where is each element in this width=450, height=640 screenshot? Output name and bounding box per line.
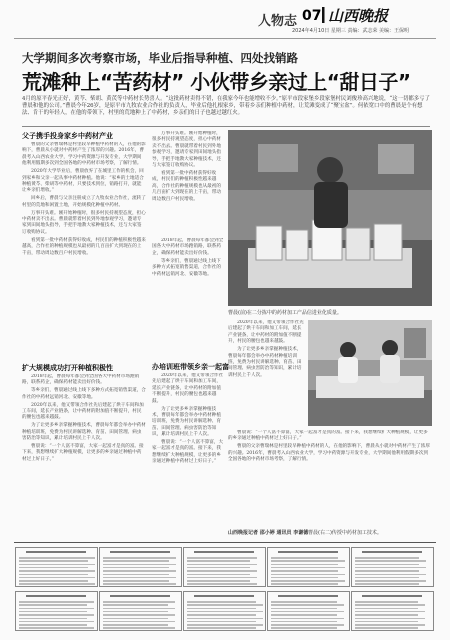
- ad-text-line: [19, 627, 94, 629]
- ad-cell: [351, 591, 434, 631]
- ad-text-line: [355, 577, 419, 579]
- ad-cell: [183, 547, 266, 587]
- ad-text-line: [271, 574, 345, 576]
- ad-text-line: [187, 611, 263, 613]
- photo1-caption: 曹晨(前)在二分拣中的药材加工产品信进业化质量。: [228, 310, 342, 316]
- article-column-4: [228, 430, 432, 528]
- ad-text-line: [103, 618, 168, 620]
- ad-text-line: [187, 604, 263, 606]
- ad-text-line: [19, 577, 95, 579]
- newspaper-logo: [322, 6, 432, 24]
- classified-ads: [14, 542, 436, 635]
- page-number: 07: [302, 8, 322, 24]
- ad-text-line: [355, 564, 419, 566]
- paragraph: 为了让更多乡亲掌握种植技术，曹晨每年都会举办中药材种植培训班，免费为村民讲解选种、育苗、田间管理、病虫害防治等知识，累计培训村民上千人次。: [228, 347, 302, 378]
- ad-text-line: [355, 570, 419, 572]
- subhead-training: 办培训班带领乡亲一起富: [152, 363, 229, 371]
- photo2-caption: 曹晨(右二)传授中药材加工技术。: [308, 530, 382, 536]
- ad-text-line: [187, 608, 256, 610]
- article-column-2b: [152, 238, 224, 358]
- ad-cell: [351, 547, 434, 587]
- ad-title: [194, 595, 254, 597]
- ad-text-line: [271, 618, 344, 620]
- ad-title: [110, 551, 170, 553]
- article-headline: 荒滩种上“苦药材” 小伙带乡亲过上“甜日子”: [22, 70, 411, 94]
- ad-text-line: [19, 611, 87, 613]
- ad-cell: [267, 591, 350, 631]
- ad-text-line: [19, 604, 87, 606]
- article-lead: 4月的原平春光正好，黄芩、柴胡、黄芪等中药材长势喜人。“这批药材卖得不错，在我家今年也能增收不少。”原平市段家堡乡段家堡村民刘俊珍高兴地说，“这一切都多亏了曹晨和他的公司。”曹晨今年26岁，是原平市九牧农业合作社的负责人，毕业后他扎根家乡，带着乡亲们种植中药材，让荒滩变成了“聚宝盆”。何依宽口中的曹晨是个有想法、肯干的年轻人，在他的带领下，村里的荒地种上了中药材，乡亲们的日子也越过越红火。: [22, 96, 430, 117]
- ad-text-line: [19, 574, 88, 576]
- paragraph: 曹晨说：“一个人富不算富，大家一起富才是真的富。接下来，我想继续扩大种植规模，让更多的乡亲通过种植中药材过上好日子。”: [228, 430, 428, 442]
- paragraph: 曹晨的父亲曹瑞林是村里较早种植中药材的人，在他的影响下，曹晨从小就对中药材产生了浓厚的兴趣。2016年，曹晨考入山西农业大学，学习中药资源与开发专业，大学期间他利用假期多次到全国各地的中药材市场考察，了解行情。: [22, 142, 146, 167]
- ad-title: [194, 551, 254, 553]
- ad-text-line: [19, 583, 95, 585]
- ad-title: [26, 595, 86, 597]
- ad-text-line: [271, 614, 337, 616]
- ad-text-line: [355, 618, 425, 620]
- ad-text-line: [187, 614, 256, 616]
- ad-title: [362, 595, 422, 597]
- ad-text-line: [271, 570, 338, 572]
- paragraph: 曹晨说：“一个人富不算富，大家一起富才是真的富。接下来，我想继续扩大种植规模，让更多的乡亲通过种植中药材过上好日子。”: [22, 444, 144, 462]
- ad-text-line: [271, 577, 338, 579]
- ad-text-line: [19, 567, 88, 569]
- ad-text-line: [355, 574, 426, 576]
- paragraph: 2018年起，曹晨每年都会到全国各大中药材市场跑销路，联系药企，确保药材能卖出好价钱。: [22, 374, 140, 386]
- ad-text-line: [187, 560, 250, 562]
- ad-text-line: [271, 557, 338, 559]
- ad-text-line: [103, 614, 175, 616]
- ad-text-line: [187, 624, 263, 626]
- ad-text-line: [19, 614, 94, 616]
- ad-text-line: [187, 618, 263, 620]
- ad-text-line: [19, 580, 88, 582]
- ad-text-line: [103, 627, 175, 629]
- ad-text-line: [19, 618, 87, 620]
- ad-text-line: [103, 604, 168, 606]
- ad-text-line: [103, 580, 169, 582]
- ad-text-line: [103, 624, 168, 626]
- ad-cell: [15, 547, 98, 587]
- ad-text-line: [271, 604, 344, 606]
- paragraph: 2020年大学毕业后，曹晨放弃了在城里工作的机会，回到家乡和父亲一起从事中药材种植。他说：“家乡的土地适合种植黄芩、柴胡等中药材，只要技术到位，销路打开，就能让乡亲们增收。”: [22, 169, 144, 194]
- ad-text-line: [355, 604, 425, 606]
- article-column-2c: [152, 373, 224, 533]
- ad-text-line: [103, 574, 169, 576]
- photo-processing: [308, 320, 432, 426]
- ad-text-line: [355, 567, 426, 569]
- ad-text-line: [103, 564, 176, 566]
- ad-text-line: [187, 570, 257, 572]
- ad-text-line: [355, 557, 419, 559]
- ad-title: [278, 595, 338, 597]
- ad-text-line: [19, 570, 95, 572]
- ad-text-line: [355, 614, 418, 616]
- ad-text-line: [271, 580, 345, 582]
- ad-cell: [99, 547, 182, 587]
- ad-text-line: [355, 601, 418, 603]
- ad-text-line: [187, 557, 257, 559]
- ad-text-line: [187, 621, 256, 623]
- paragraph: 2020年以来，他又带领合作社先后建起了烘干车间和加工车间，延长产业链条，让中药材的附加值不断提升，村民的腰包也越来越鼓。: [152, 373, 224, 404]
- paragraph: 万事开头难。刚开始种植时，很多村民持观望态度，担心中药材卖不出去。曹晨就带着村民到外地参观学习，邀请专家到田间地头指导，手把手地教大家种植技术，还与大家签订收购协议。: [152, 131, 221, 169]
- ad-text-line: [187, 577, 257, 579]
- ad-cell: [99, 591, 182, 631]
- paragraph: 曹晨的父亲曹瑞林是村里较早种植中药材的人，在他的影响下，曹晨从小就对中药材产生了浓厚的兴趣。2016年，曹晨考入山西农业大学，学习中药资源与开发专业，大学期间他利用假期多次到全国各地的中药材市场考察，了解行情。: [228, 444, 430, 463]
- section-title: 人物志: [258, 14, 298, 29]
- ad-text-line: [271, 608, 337, 610]
- ad-text-line: [271, 564, 338, 566]
- paragraph: 2020年以来，他又带领合作社先后建起了烘干车间和加工车间，延长产业链条，让中药材的附加值不断提升，村民的腰包也越来越鼓。: [228, 320, 304, 345]
- ad-text-line: [103, 567, 169, 569]
- ad-text-line: [19, 624, 87, 626]
- ad-text-line: [271, 621, 337, 623]
- ad-text-line: [355, 608, 418, 610]
- paragraph: 万事开头难。刚开始种植时，很多村民持观望态度，担心中药材卖不出去。曹晨就带着村民到外地参观学习，邀请专家到田间地头指导，手把手地教大家种植技术，还与大家签订收购协议。: [22, 210, 146, 235]
- ad-title: [362, 551, 422, 553]
- paragraph: 等乡亲们，曹晨通过线上线下多种方式拓宽销售渠道，合作社的中药材远销河北、安徽等地。: [22, 388, 146, 400]
- ad-text-line: [355, 627, 418, 629]
- ad-text-line: [103, 577, 176, 579]
- ad-text-line: [187, 574, 250, 576]
- ad-text-line: [103, 621, 175, 623]
- ad-text-line: [271, 567, 345, 569]
- paragraph: 等乡亲们，曹晨通过线上线下多种方式拓宽销售渠道，合作社的中药材远销河北、安徽等地。: [152, 258, 221, 277]
- ad-text-line: [187, 627, 256, 629]
- paragraph: 为了让更多乡亲掌握种植技术，曹晨每年都会举办中药材种植培训班，免费为村民讲解选种、育苗、田间管理、病虫害防治等知识，累计培训村民上千人次。: [152, 406, 221, 438]
- ad-text-line: [103, 570, 176, 572]
- issue-info: 2024年4月10日 星期三 责编：武志荣 美编：王保明: [292, 28, 410, 34]
- paragraph: 看到第一批中药材获得好收成，村民们的种植积极性越来越高，合作社的种植规模也从最初的几百亩扩大到现在的上千亩，带动周边数百户村民增收。: [152, 170, 221, 202]
- subhead-father-son: 父子携手投身家乡中药材产业: [22, 132, 113, 140]
- ad-text-line: [355, 560, 426, 562]
- ad-title: [110, 595, 170, 597]
- ad-text-line: [103, 557, 176, 559]
- ad-text-line: [355, 621, 418, 623]
- lead-divider: [22, 126, 430, 127]
- photo-product-display: [228, 130, 432, 306]
- article-kicker: 大学期间多次考察市场，毕业后指导种植、四处找销路: [22, 51, 298, 65]
- ad-title: [26, 551, 86, 553]
- ad-text-line: [271, 624, 344, 626]
- photo2-image: [308, 320, 432, 426]
- ad-text-line: [355, 624, 425, 626]
- paragraph: 为了让更多乡亲掌握种植技术，曹晨每年都会举办中药材种植培训班，免费为村民讲解选种、育苗、田间管理、病虫害防治等知识，累计培训村民上千人次。: [22, 423, 146, 442]
- photo-image: [228, 130, 432, 306]
- ad-cell: [267, 547, 350, 587]
- ad-text-line: [187, 564, 257, 566]
- ad-text-line: [103, 608, 175, 610]
- ad-text-line: [355, 580, 426, 582]
- paragraph: 曹晨说：“一个人富不算富，大家一起富才是真的富。接下来，我想继续扩大种植规模，让更多的乡亲通过种植中药材过上好日子。”: [152, 440, 224, 465]
- ad-text-line: [103, 611, 168, 613]
- paragraph: 2018年起，曹晨每年都会到全国各大中药材市场跑销路，联系药企，确保药材能卖出好价钱。: [152, 238, 224, 256]
- article-column-2: [152, 131, 224, 235]
- ad-text-line: [355, 583, 419, 585]
- ad-text-line: [187, 580, 250, 582]
- ad-text-line: [19, 608, 94, 610]
- ad-text-line: [271, 627, 337, 629]
- ad-text-line: [187, 567, 250, 569]
- ad-text-line: [19, 621, 94, 623]
- ad-text-line: [19, 560, 88, 562]
- ad-text-line: [103, 560, 169, 562]
- ad-text-line: [187, 601, 256, 603]
- paragraph: 回乡后，曹晨与父亲注册成立了九牧农业合作社，流转了村里的荒地和闲置土地，开始规模化种植中药材。: [22, 196, 146, 208]
- ad-text-line: [19, 601, 94, 603]
- subhead-expand-scale: 扩大规模成功打开种植积极性: [22, 364, 113, 372]
- ad-text-line: [103, 601, 175, 603]
- ad-title: [278, 551, 338, 553]
- article-column-3: [228, 320, 304, 426]
- ad-text-line: [271, 611, 344, 613]
- ad-cell: [183, 591, 266, 631]
- article-column-1: [22, 142, 146, 360]
- ad-text-line: [271, 583, 338, 585]
- article-byline: 山西晚报记者 邵小婷 通讯员 李谦德: [228, 530, 309, 536]
- ad-text-line: [187, 583, 257, 585]
- ad-text-line: [271, 601, 337, 603]
- ad-text-line: [271, 560, 345, 562]
- ad-text-line: [355, 611, 425, 613]
- ad-text-line: [19, 564, 95, 566]
- ad-cell: [15, 591, 98, 631]
- paragraph: 2020年以来，他又带领合作社先后建起了烘干车间和加工车间，延长产业链条，让中药材的附加值不断提升，村民的腰包也越来越鼓。: [22, 402, 144, 421]
- newspaper-name: 山西晚报: [328, 7, 389, 24]
- ad-text-line: [19, 557, 95, 559]
- paragraph: 看到第一批中药材获得好收成，村民们的种植积极性越来越高，合作社的种植规模也从最初的几百亩扩大到现在的上千亩，带动周边数百户村民增收。: [22, 237, 146, 256]
- ad-text-line: [103, 583, 176, 585]
- article-column-1b: [22, 374, 146, 538]
